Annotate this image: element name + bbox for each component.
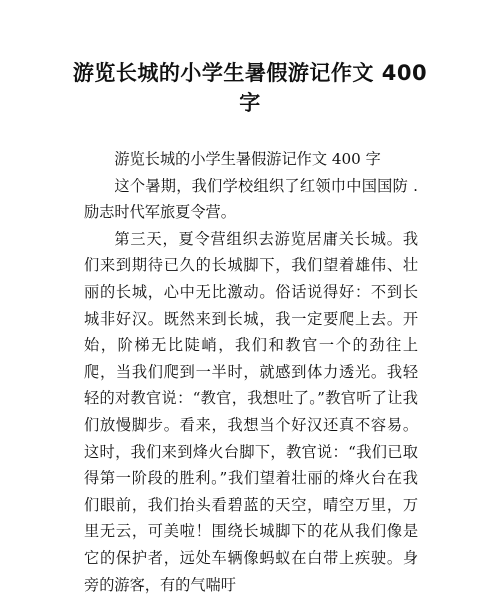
document-title: 游览长城的小学生暑假游记作文 400 字 (72, 61, 428, 115)
paragraph-main: 第三天，夏令营组织去游览居庸关长城。我们来到期待已久的长城脚下，我们望着雄伟、壮丽的长城，心中无比激动。俗话说得好：不到长城非好汉。既然来到长城，我一定要爬上去。开始，阶梯无比陡峭，我们和教官一个的劲往上爬，当我们爬到一半时，就感到体力透光。我轻轻的对教官说：“教官，我想吐了。”教官听了让我们放慢脚步。看来，我想当个好汉还真不容易。这时，我们来到烽火台脚下，教官说：“我们已取得第一阶段的胜利。”我们望着壮丽的烽火台在我们眼前，我们抬头看碧蓝的天空，晴空万里，万里无云，可美啦！围绕长城脚下的花从我们像是它的保护者，远处车辆像蚂蚁在白带上疾驶。身旁的游客，有的气喘吁 (84, 229, 418, 594)
paragraph-subtitle: 游览长城的小学生暑假游记作文 400 字 (114, 150, 381, 168)
document-body (84, 146, 418, 598)
paragraph-intro: 这个暑期，我们学校组织了红领巾中国国防 . 励志时代军旅夏令营。 (84, 176, 418, 222)
